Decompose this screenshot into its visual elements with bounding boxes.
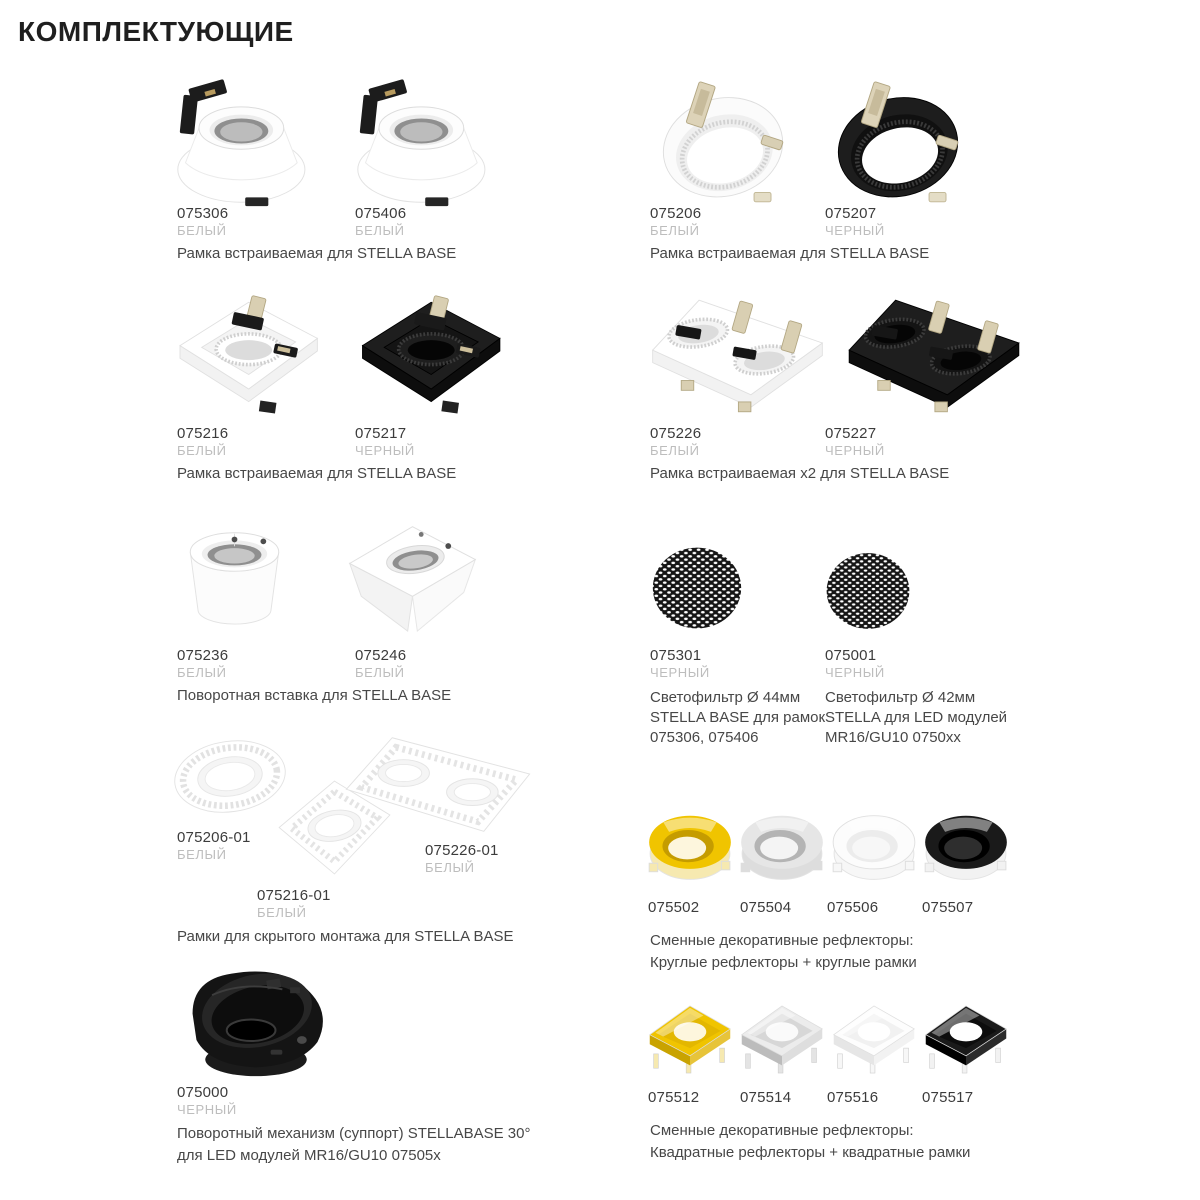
product-code-075207: 075207	[825, 205, 877, 222]
product-description-line: Светофильтр Ø 44мм	[650, 689, 801, 706]
product-code-075236: 075236	[177, 647, 229, 664]
product-color-075306: БЕЛЫЙ	[177, 223, 227, 238]
product-image-075001	[824, 550, 912, 632]
product-code-075206: 075206	[650, 205, 702, 222]
product-image-075236	[172, 512, 297, 640]
product-image-075226	[640, 293, 835, 418]
product-description-line: STELLA для LED модулей	[825, 709, 1008, 726]
product-image-075217	[348, 295, 518, 417]
product-image-075301	[650, 543, 744, 633]
product-color-075301: ЧЕРНЫЙ	[650, 665, 710, 680]
product-color-075207: ЧЕРНЫЙ	[825, 223, 885, 238]
product-code-075516: 075516	[827, 1089, 879, 1106]
group-description: Рамки для скрытого монтажа для STELLA BASE	[177, 928, 514, 945]
group-description-line: Круглые рефлекторы + круглые рамки	[650, 954, 917, 971]
product-color-075236: БЕЛЫЙ	[177, 665, 227, 680]
product-code-075000: 075000	[177, 1084, 229, 1101]
product-color-075226-01: БЕЛЫЙ	[425, 860, 475, 875]
product-code-075001: 075001	[825, 647, 877, 664]
product-code-075226: 075226	[650, 425, 702, 442]
product-code-075227: 075227	[825, 425, 877, 442]
product-image-075506	[828, 810, 920, 886]
product-image-075207	[818, 78, 978, 208]
product-code-075517: 075517	[922, 1089, 974, 1106]
product-color-075246: БЕЛЫЙ	[355, 665, 405, 680]
product-image-075226-01	[342, 732, 534, 837]
product-code-075226-01: 075226-01	[425, 842, 499, 859]
product-code-075216: 075216	[177, 425, 229, 442]
group-description: Рамка встраиваемая для STELLA BASE	[177, 245, 457, 262]
group-description: Поворотная вставка для STELLA BASE	[177, 687, 452, 704]
product-code-075301: 075301	[650, 647, 702, 664]
product-image-075512	[644, 1002, 736, 1077]
product-description-line: 075306, 075406	[650, 729, 759, 746]
product-image-075000	[172, 960, 340, 1082]
group-description-line: Сменные декоративные рефлекторы:	[650, 1122, 914, 1139]
product-image-075227	[835, 293, 1033, 418]
product-image-075517	[920, 1002, 1012, 1077]
product-code-075206-01: 075206-01	[177, 829, 251, 846]
product-color-075001: ЧЕРНЫЙ	[825, 665, 885, 680]
product-code-075246: 075246	[355, 647, 407, 664]
product-code-075504: 075504	[740, 899, 792, 916]
group-description-line: Квадратные рефлекторы + квадратные рамки	[650, 1144, 971, 1161]
group-description-line: для LED модулей MR16/GU10 07505x	[177, 1147, 441, 1164]
product-color-075216: БЕЛЫЙ	[177, 443, 227, 458]
product-color-075227: ЧЕРНЫЙ	[825, 443, 885, 458]
product-image-075504	[736, 810, 828, 886]
product-code-075512: 075512	[648, 1089, 700, 1106]
group-description-line: Сменные декоративные рефлекторы:	[650, 932, 914, 949]
product-image-075514	[736, 1002, 828, 1077]
product-code-075217: 075217	[355, 425, 407, 442]
product-code-075306: 075306	[177, 205, 229, 222]
page-title: КОМПЛЕКТУЮЩИЕ	[18, 16, 294, 47]
group-description: Рамка встраиваемая x2 для STELLA BASE	[650, 465, 950, 482]
product-image-075246	[340, 512, 485, 640]
product-image-075502	[644, 810, 736, 886]
product-description-line: STELLA BASE для рамок	[650, 709, 826, 726]
product-color-075000: ЧЕРНЫЙ	[177, 1102, 237, 1117]
product-code-075514: 075514	[740, 1089, 792, 1106]
product-image-075206	[643, 78, 803, 208]
product-image-075507	[920, 810, 1012, 886]
group-description: Рамка встраиваемая для STELLA BASE	[650, 245, 930, 262]
group-description: Рамка встраиваемая для STELLA BASE	[177, 465, 457, 482]
product-description-line: Светофильтр Ø 42мм	[825, 689, 976, 706]
product-code-075406: 075406	[355, 205, 407, 222]
product-description-line: MR16/GU10 0750xx	[825, 729, 961, 746]
product-image-075306	[160, 78, 315, 208]
product-code-075507: 075507	[922, 899, 974, 916]
product-color-075206: БЕЛЫЙ	[650, 223, 700, 238]
product-image-075216	[163, 295, 338, 417]
product-image-075516	[828, 1002, 920, 1077]
product-code-075502: 075502	[648, 899, 700, 916]
product-color-075206-01: БЕЛЫЙ	[177, 847, 227, 862]
product-code-075216-01: 075216-01	[257, 887, 331, 904]
product-color-075406: БЕЛЫЙ	[355, 223, 405, 238]
product-color-075226: БЕЛЫЙ	[650, 443, 700, 458]
group-description-line: Поворотный механизм (суппорт) STELLABASE 30°	[177, 1125, 531, 1142]
product-color-075216-01: БЕЛЫЙ	[257, 905, 307, 920]
product-code-075506: 075506	[827, 899, 879, 916]
product-color-075217: ЧЕРНЫЙ	[355, 443, 415, 458]
product-image-075406	[340, 78, 495, 208]
